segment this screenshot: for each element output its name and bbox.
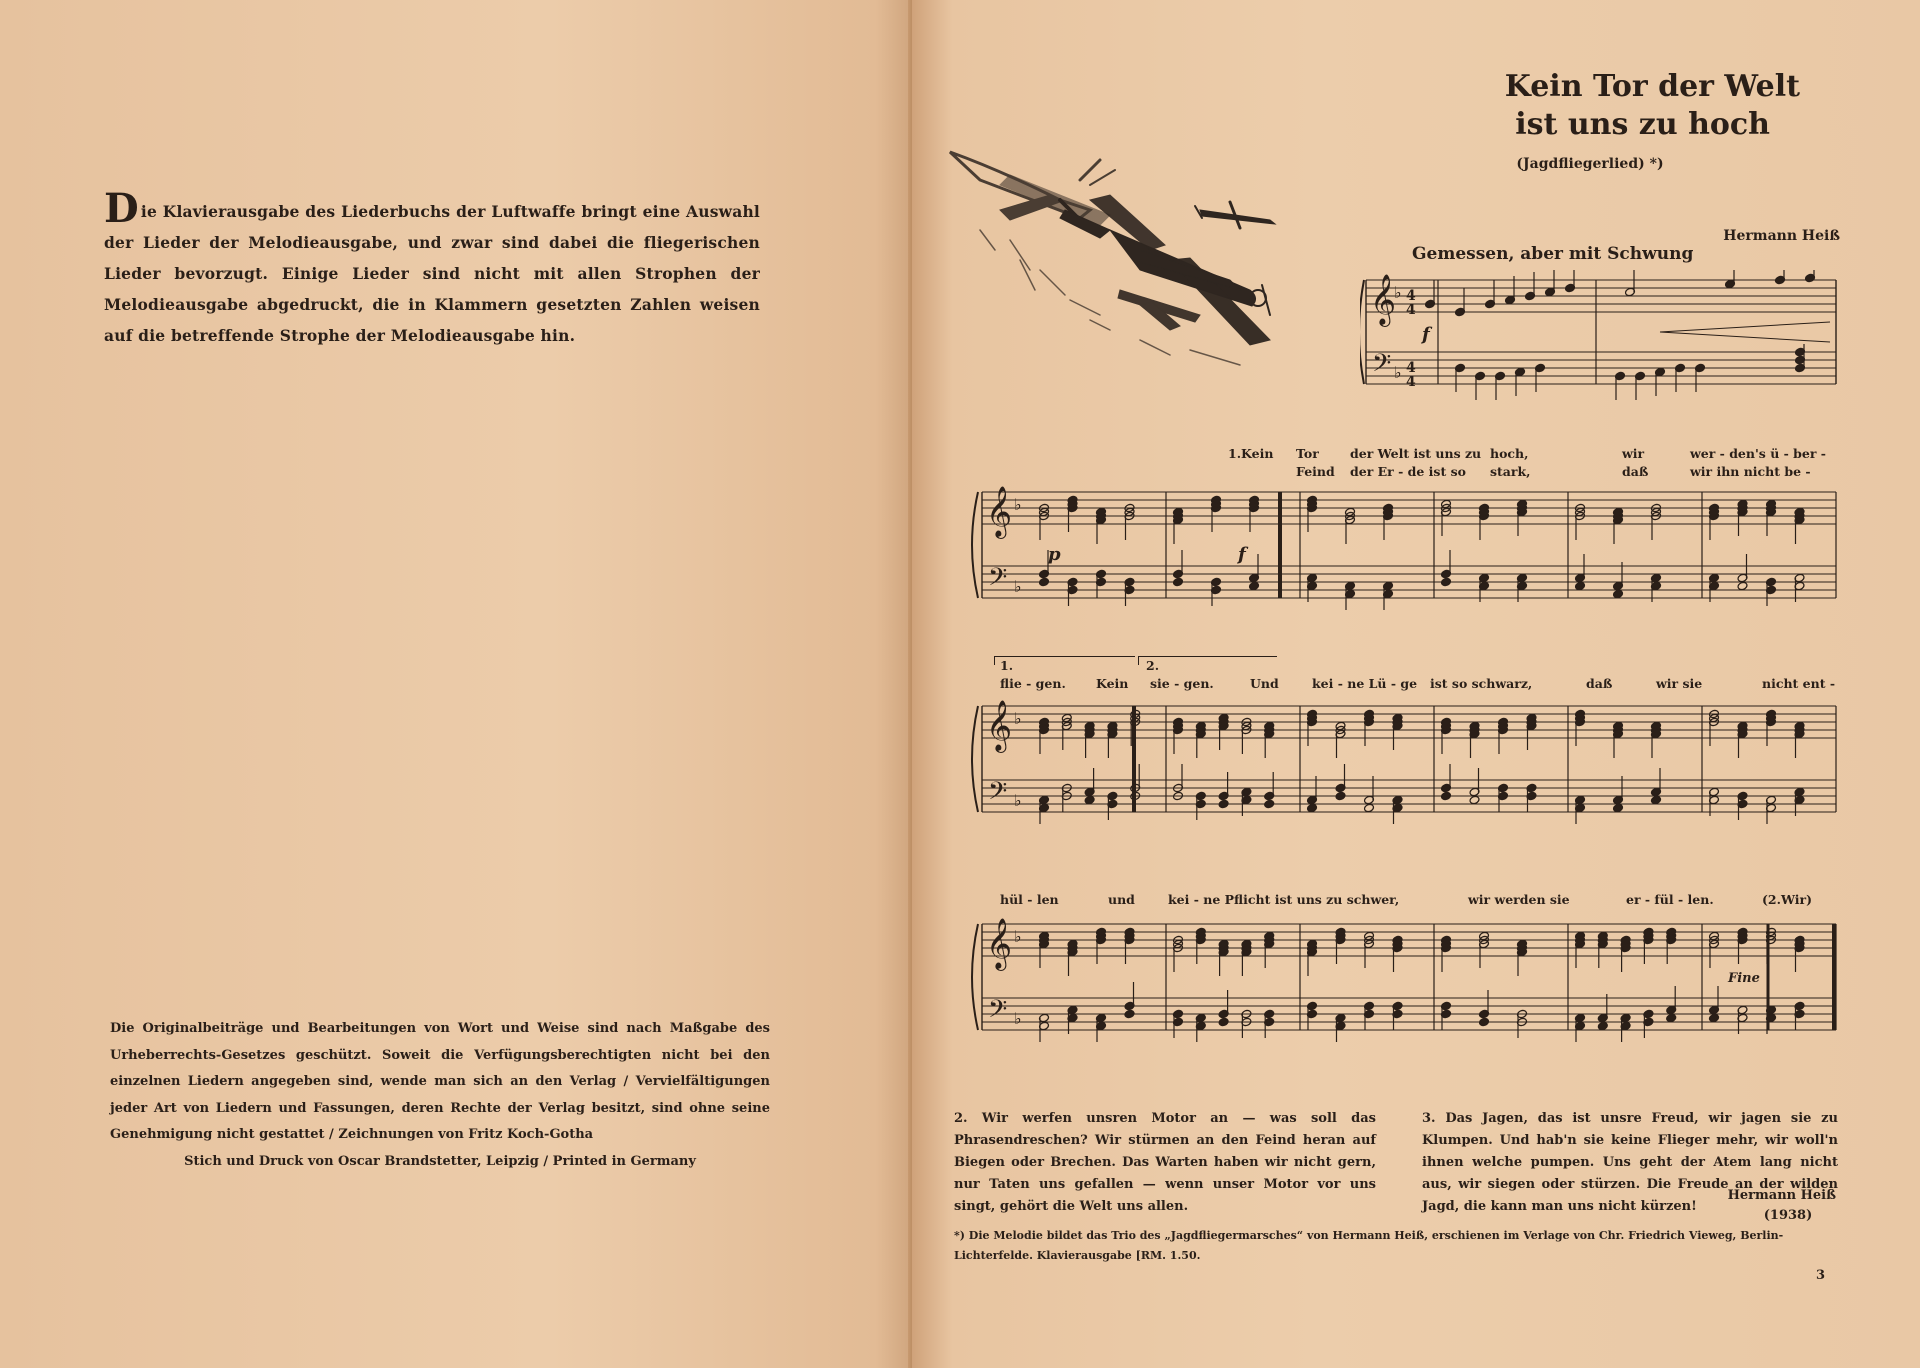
notehead [1039, 577, 1050, 587]
note [1479, 1017, 1490, 1027]
notehead [1084, 795, 1095, 805]
note [1218, 990, 1229, 1019]
music-system-1 [1360, 270, 1840, 400]
tempo-marking: Gemessen, aber mit Schwung [1412, 244, 1694, 264]
dynamic-piano: p [1048, 544, 1061, 565]
lyric-line-2-stark: stark, [1490, 464, 1531, 479]
note [1709, 1013, 1720, 1023]
note [1597, 1021, 1608, 1031]
flat-icon: ♭ [1014, 791, 1022, 810]
crescendo-line [1660, 332, 1830, 342]
notehead [1479, 1017, 1490, 1027]
notehead [1441, 577, 1452, 587]
treble-clef-icon: 𝄞 [1370, 274, 1397, 325]
distant-plane-icon [1195, 202, 1275, 228]
flat-icon: ♭ [1394, 363, 1402, 382]
lyric-4-2-wir: (2.Wir) [1762, 892, 1813, 907]
lyric-line-1-tor: Tor [1296, 446, 1319, 461]
note [1364, 803, 1375, 813]
lyric-line-1-kein: 1.Kein [1228, 446, 1274, 461]
notehead [1364, 803, 1375, 813]
intro-paragraph [104, 185, 760, 351]
notehead [1264, 799, 1275, 809]
note [1039, 577, 1050, 587]
grand-staff-brace [972, 924, 978, 1030]
verse-year: (1938) [1763, 1208, 1813, 1223]
volta-1-bracket [994, 656, 1135, 665]
note [1218, 1017, 1229, 1027]
note [1455, 363, 1466, 392]
lyric-3-dass: daß [1586, 676, 1613, 691]
note [1469, 768, 1480, 797]
note [1218, 799, 1229, 809]
song-title-line1: Kein Tor der Welt [1504, 69, 1800, 104]
lyric-line-2-feind: Feind [1296, 464, 1335, 479]
song-title-line2: ist uns zu hoch [1515, 107, 1770, 142]
music-system-3 [948, 694, 1838, 844]
music-system-2 [948, 480, 1838, 630]
note [1575, 554, 1586, 583]
note [1775, 270, 1786, 285]
bass-clef-icon: 𝄢 [1372, 349, 1392, 384]
treble-clef-icon: 𝄞 [986, 700, 1013, 751]
note [1535, 363, 1546, 392]
notehead [1335, 791, 1346, 801]
note [1455, 288, 1466, 317]
note [1485, 280, 1496, 309]
note [1173, 577, 1184, 587]
note [1441, 550, 1452, 579]
composer-name: Hermann Heiß [1723, 228, 1840, 244]
copyright-text: Die Originalbeiträge und Bearbeitungen von Wort und Weise sind nach Maßgabe des Urheberrechts-Gesetzes geschützt. Soweit die Verfügungsberechtigten nicht bei den einzelnen Liedern angegeben sind, wende man sich an den Verlag / Vervielfältigungen jeder Art von Liedern und Fassungen, deren Rechte der Verlag besitzt, sind ohne seine Genehmigung nicht gestattet / Zeichnungen von Fritz Koch-Gotha [110, 1021, 770, 1142]
grand-staff-brace [972, 492, 978, 598]
flat-icon: ♭ [1014, 495, 1022, 514]
lyric-line-2-dass: daß [1622, 464, 1649, 479]
lyric-4-und: und [1108, 892, 1135, 907]
notehead [1218, 1017, 1229, 1027]
verse-author-name: Hermann Heiß [1727, 1188, 1836, 1203]
note [1425, 280, 1436, 309]
speed-lines [980, 230, 1240, 365]
bottom-plane-icon [1118, 290, 1200, 330]
note [1084, 768, 1095, 797]
note [1615, 371, 1626, 400]
note [1635, 371, 1646, 400]
note [1725, 270, 1736, 289]
note [1525, 272, 1536, 301]
fine-marking: Fine [1728, 971, 1760, 986]
note [1249, 581, 1260, 591]
lyric-line-1-der-welt: der Welt ist uns zu [1350, 446, 1482, 461]
notehead [1613, 589, 1624, 599]
copyright-notice [110, 1016, 770, 1175]
lyric-3-wir-sie: wir sie [1656, 676, 1703, 691]
time-signature-bottom: 4 [1406, 374, 1416, 390]
notehead [1709, 1013, 1720, 1023]
treble-staff [982, 492, 1836, 524]
bass-clef-icon: 𝄢 [988, 563, 1008, 598]
note [1655, 367, 1666, 396]
footnote: *) Die Melodie bildet das Trio des „Jagdfliegermarsches“ von Hermann Heiß, erschienen im Verlage von Chr. Friedrich Vieweg, Berlin-Lichterfelde. Klavierausgabe [RM. 1.50. [954, 1229, 1784, 1262]
grand-staff-brace [972, 706, 978, 812]
volta-2-bracket [1138, 656, 1277, 665]
bass-clef-icon: 𝄢 [988, 777, 1008, 812]
notehead [1249, 581, 1260, 591]
lyric-3-fliegen: flie - gen. [1000, 676, 1066, 691]
printer-line: Stich und Druck von Oscar Brandstetter, Leipzig / Printed in Germany [184, 1153, 696, 1169]
note [1264, 772, 1275, 801]
lyric-line-1-hoch: hoch, [1490, 446, 1529, 461]
flat-icon: ♭ [1014, 709, 1022, 728]
flat-icon: ♭ [1014, 577, 1022, 596]
note [1666, 986, 1677, 1015]
flat-icon: ♭ [1014, 1009, 1022, 1028]
note [1575, 581, 1586, 591]
notehead [1173, 577, 1184, 587]
note [1218, 772, 1229, 801]
treble-clef-icon: 𝄞 [986, 918, 1013, 969]
note [1441, 577, 1452, 587]
flat-icon: ♭ [1014, 927, 1022, 946]
fighter-planes-illustration [940, 140, 1360, 380]
notehead [1124, 1009, 1135, 1019]
note [1173, 550, 1184, 579]
lyric-4-keine-pflicht: kei - ne Pflicht ist uns zu schwer, [1168, 892, 1400, 907]
verse-author [1700, 1186, 1836, 1226]
time-signature-top: 4 [1406, 360, 1416, 376]
song-title [1360, 68, 1800, 144]
note [1475, 371, 1486, 400]
dynamic-forte: f [1238, 544, 1246, 565]
time-signature-bottom: 4 [1406, 302, 1416, 318]
note [1495, 371, 1506, 400]
notehead [1597, 1021, 1608, 1031]
lyric-3-keine-luege: kei - ne Lü - ge [1312, 676, 1418, 691]
time-signature-top: 4 [1406, 288, 1416, 304]
note [1651, 768, 1662, 797]
lyric-4-huellen: hül - len [1000, 892, 1059, 907]
lyric-line-1-wir: wir [1622, 446, 1645, 461]
note [1613, 803, 1624, 813]
note [1084, 795, 1095, 805]
note [1613, 589, 1624, 599]
note [1545, 270, 1556, 297]
bass-staff [1366, 352, 1836, 384]
lyric-3-nicht-ent: nicht ent - [1762, 676, 1836, 691]
lyric-line-2-wir-ihn: wir ihn nicht be - [1690, 464, 1811, 479]
notehead [1307, 803, 1318, 813]
notehead [1575, 581, 1586, 591]
note [1695, 363, 1706, 392]
treble-staff [1366, 280, 1836, 312]
lyric-3-siegen: sie - gen. [1150, 676, 1214, 691]
grand-staff-brace [1360, 280, 1364, 384]
music-system-4 [948, 912, 1838, 1062]
note [1335, 764, 1346, 793]
notehead [1441, 791, 1452, 801]
note [1675, 363, 1686, 392]
flat-icon: ♭ [1394, 283, 1402, 302]
note [1709, 986, 1720, 1015]
notehead [1613, 803, 1624, 813]
note [1335, 791, 1346, 801]
bass-staff [982, 566, 1836, 598]
notehead [1651, 795, 1662, 805]
volta-1: 1. [1000, 658, 1014, 673]
lyric-3-und: Und [1250, 676, 1279, 691]
verse-3: 3. Das Jagen, das ist unsre Freud, wir jagen sie zu Klumpen. Und hab'n sie keine Flieger mehr, wir woll'n ihnen welche pumpen. Uns geht der Atem lang nicht aus, wir siegen oder stürzen. Die Freude an der wilden Jagd, die kann man uns nicht kürzen! [1422, 1111, 1838, 1214]
treble-staff [982, 924, 1836, 956]
bass-staff [982, 998, 1836, 1030]
note [1124, 1009, 1135, 1019]
notehead [1666, 1013, 1677, 1023]
note [1124, 982, 1135, 1011]
song-subtitle: (Jagdfliegerlied) *) [1516, 156, 1664, 172]
notehead [1737, 581, 1748, 591]
notehead [1218, 799, 1229, 809]
volta-2: 2. [1146, 658, 1160, 673]
note [1565, 270, 1576, 293]
treble-clef-icon: 𝄞 [986, 486, 1013, 537]
notehead [1469, 795, 1480, 805]
note [1666, 1013, 1677, 1023]
lyric-line-2-der-erde: der Er - de ist so [1350, 464, 1466, 479]
note [1264, 799, 1275, 809]
note [1441, 791, 1452, 801]
note [1441, 764, 1452, 793]
left-page [0, 0, 912, 1368]
note [1515, 367, 1526, 396]
note [1469, 795, 1480, 805]
lyric-4-wir-werden-sie: wir werden sie [1468, 892, 1570, 907]
lyric-3-kein: Kein [1096, 676, 1129, 691]
intro-text: ie Klavierausgabe des Liederbuchs der Luftwaffe bringt eine Auswahl der Lieder der Melodieausgabe, und zwar sind dabei die fliegerischen Lieder bevorzugt. Einige Lieder sind nicht mit allen Strophen der Melodieausgabe abgedruckt, die in Klammern gesetzten Zahlen weisen auf die betreffende Strophe der Melodieausgabe hin. [104, 202, 760, 345]
dynamic-forte: f [1422, 324, 1430, 345]
note [1651, 795, 1662, 805]
note [1737, 554, 1748, 583]
lyric-3-ist-so-schwarz: ist so schwarz, [1430, 676, 1533, 691]
note [1805, 270, 1816, 283]
left-plane-icon [950, 152, 1115, 225]
note [1307, 803, 1318, 813]
note [1249, 554, 1260, 583]
verse-2: 2. Wir werfen unsren Motor an — was soll das Phrasendreschen? Wir stürmen an den Feind heran auf Biegen oder Brechen. Das Warten haben wir nicht gern, nur Taten uns gefallen — wenn unser Motor vor uns singt, gehört die Welt uns allen. [954, 1111, 1376, 1214]
note [1737, 581, 1748, 591]
intro-dropcap: D [104, 185, 139, 232]
bass-clef-icon: 𝄢 [988, 995, 1008, 1030]
page-number: 3 [1816, 1268, 1826, 1283]
lyric-4-erfuellen: er - fül - len. [1626, 892, 1714, 907]
note [1479, 990, 1490, 1019]
crescendo-line [1660, 322, 1830, 332]
lyric-line-1-werdens: wer - den's ü - ber - [1690, 446, 1826, 461]
note [1625, 270, 1636, 297]
